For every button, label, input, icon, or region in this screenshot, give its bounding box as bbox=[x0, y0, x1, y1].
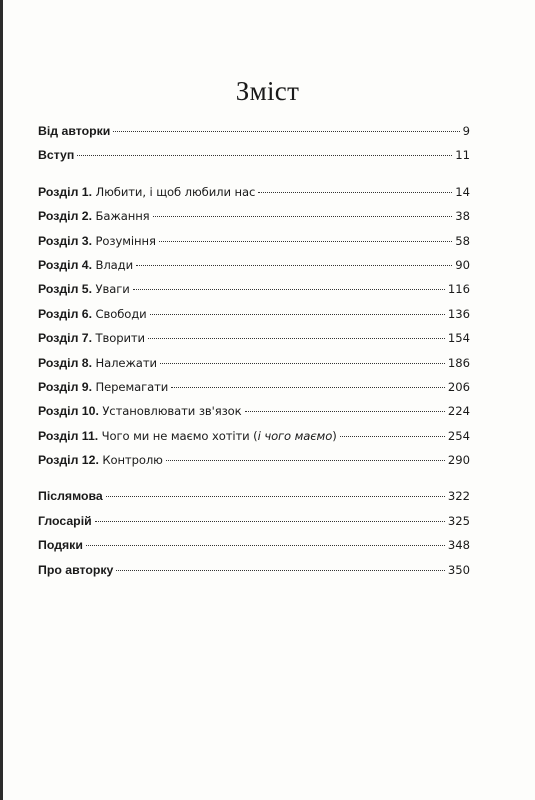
toc-entry[interactable] bbox=[38, 209, 470, 233]
toc-entry-page: 9 bbox=[462, 124, 470, 138]
toc-entry-page: 224 bbox=[447, 404, 470, 419]
dot-leader bbox=[245, 411, 445, 412]
dot-leader bbox=[106, 496, 445, 497]
toc-entry-label: Розділ 5. Уваги bbox=[38, 282, 130, 297]
dot-leader bbox=[258, 192, 452, 193]
toc-entry-page: 206 bbox=[447, 379, 470, 394]
toc-entry-label: Розділ 8. Належати bbox=[38, 355, 157, 370]
toc-entry-page: 14 bbox=[455, 184, 470, 199]
section-gap bbox=[38, 477, 470, 489]
toc-entry[interactable] bbox=[38, 380, 470, 404]
toc-entry-label: Глосарій bbox=[38, 513, 92, 528]
toc-entry-label: Розділ 12. Контролю bbox=[38, 453, 163, 468]
toc-entry[interactable] bbox=[38, 489, 470, 513]
toc-entry[interactable] bbox=[38, 514, 470, 538]
dot-leader bbox=[95, 521, 445, 522]
page-title: Зміст bbox=[235, 76, 300, 106]
toc-entry[interactable] bbox=[38, 258, 470, 282]
dot-leader bbox=[113, 131, 459, 132]
dot-leader bbox=[148, 338, 445, 339]
dot-leader bbox=[166, 460, 445, 461]
dot-leader bbox=[171, 387, 445, 388]
section-gap bbox=[38, 173, 470, 185]
table-of-contents bbox=[38, 124, 470, 587]
toc-entry-label: Подяки bbox=[38, 538, 83, 553]
toc-entry[interactable] bbox=[38, 282, 470, 306]
toc-entry-page: 90 bbox=[455, 257, 470, 272]
toc-entry[interactable] bbox=[38, 307, 470, 331]
toc-entry-label: Розділ 1. Любити, і щоб любили нас bbox=[38, 184, 256, 199]
toc-entry-page: 116 bbox=[447, 282, 470, 297]
toc-entry-label: Розділ 10. Установлювати зв'язок bbox=[38, 404, 242, 419]
dot-leader bbox=[159, 241, 452, 242]
toc-entry-page: 290 bbox=[447, 453, 470, 468]
dot-leader bbox=[133, 289, 445, 290]
toc-entry[interactable] bbox=[38, 453, 470, 477]
toc-entry[interactable] bbox=[38, 331, 470, 355]
toc-entry-page: 322 bbox=[447, 489, 470, 504]
toc-entry-page: 254 bbox=[447, 428, 470, 443]
toc-entry[interactable] bbox=[38, 148, 470, 172]
dot-leader bbox=[150, 314, 445, 315]
toc-entry[interactable] bbox=[38, 356, 470, 380]
toc-entry-page: 136 bbox=[447, 306, 470, 321]
toc-entry-label: Розділ 2. Бажання bbox=[38, 209, 150, 224]
dot-leader bbox=[136, 265, 452, 266]
toc-entry[interactable] bbox=[38, 185, 470, 209]
toc-entry-page: 325 bbox=[447, 513, 470, 528]
toc-entry-page: 348 bbox=[447, 538, 470, 553]
toc-entry-label: Розділ 11. Чого ми не маємо хотіти (і чого маємо) bbox=[38, 428, 337, 443]
toc-entry-page: 38 bbox=[455, 209, 470, 224]
toc-entry-page: 11 bbox=[455, 148, 470, 163]
dot-leader bbox=[77, 155, 452, 156]
dot-leader bbox=[160, 363, 445, 364]
toc-entry[interactable] bbox=[38, 538, 470, 562]
toc-entry-label: Вступ bbox=[38, 148, 75, 163]
dot-leader bbox=[86, 545, 445, 546]
toc-entry[interactable] bbox=[38, 563, 470, 587]
toc-entry-label: Розділ 7. Творити bbox=[38, 331, 145, 346]
toc-entry-label: Розділ 6. Свободи bbox=[38, 306, 147, 321]
toc-entry-label: Розділ 9. Перемагати bbox=[38, 379, 169, 394]
toc-entry-page: 154 bbox=[447, 331, 470, 346]
toc-entry-label: Розділ 3. Розуміння bbox=[38, 233, 156, 248]
toc-entry-page: 58 bbox=[455, 233, 470, 248]
toc-entry-label: Післямова bbox=[38, 489, 103, 504]
toc-entry[interactable] bbox=[38, 234, 470, 258]
toc-entry-page: 350 bbox=[447, 562, 470, 577]
toc-entry-label: Розділ 4. Влади bbox=[38, 257, 134, 272]
dot-leader bbox=[116, 570, 444, 571]
page-edge-shadow bbox=[0, 0, 3, 800]
toc-entry-page: 186 bbox=[447, 355, 470, 370]
dot-leader bbox=[153, 216, 453, 217]
toc-entry-label: Про авторку bbox=[38, 562, 114, 577]
dot-leader bbox=[340, 436, 445, 437]
toc-entry-label: Від авторки bbox=[38, 124, 111, 138]
toc-entry[interactable] bbox=[38, 404, 470, 428]
toc-entry[interactable] bbox=[38, 124, 470, 148]
toc-entry[interactable] bbox=[38, 429, 470, 453]
